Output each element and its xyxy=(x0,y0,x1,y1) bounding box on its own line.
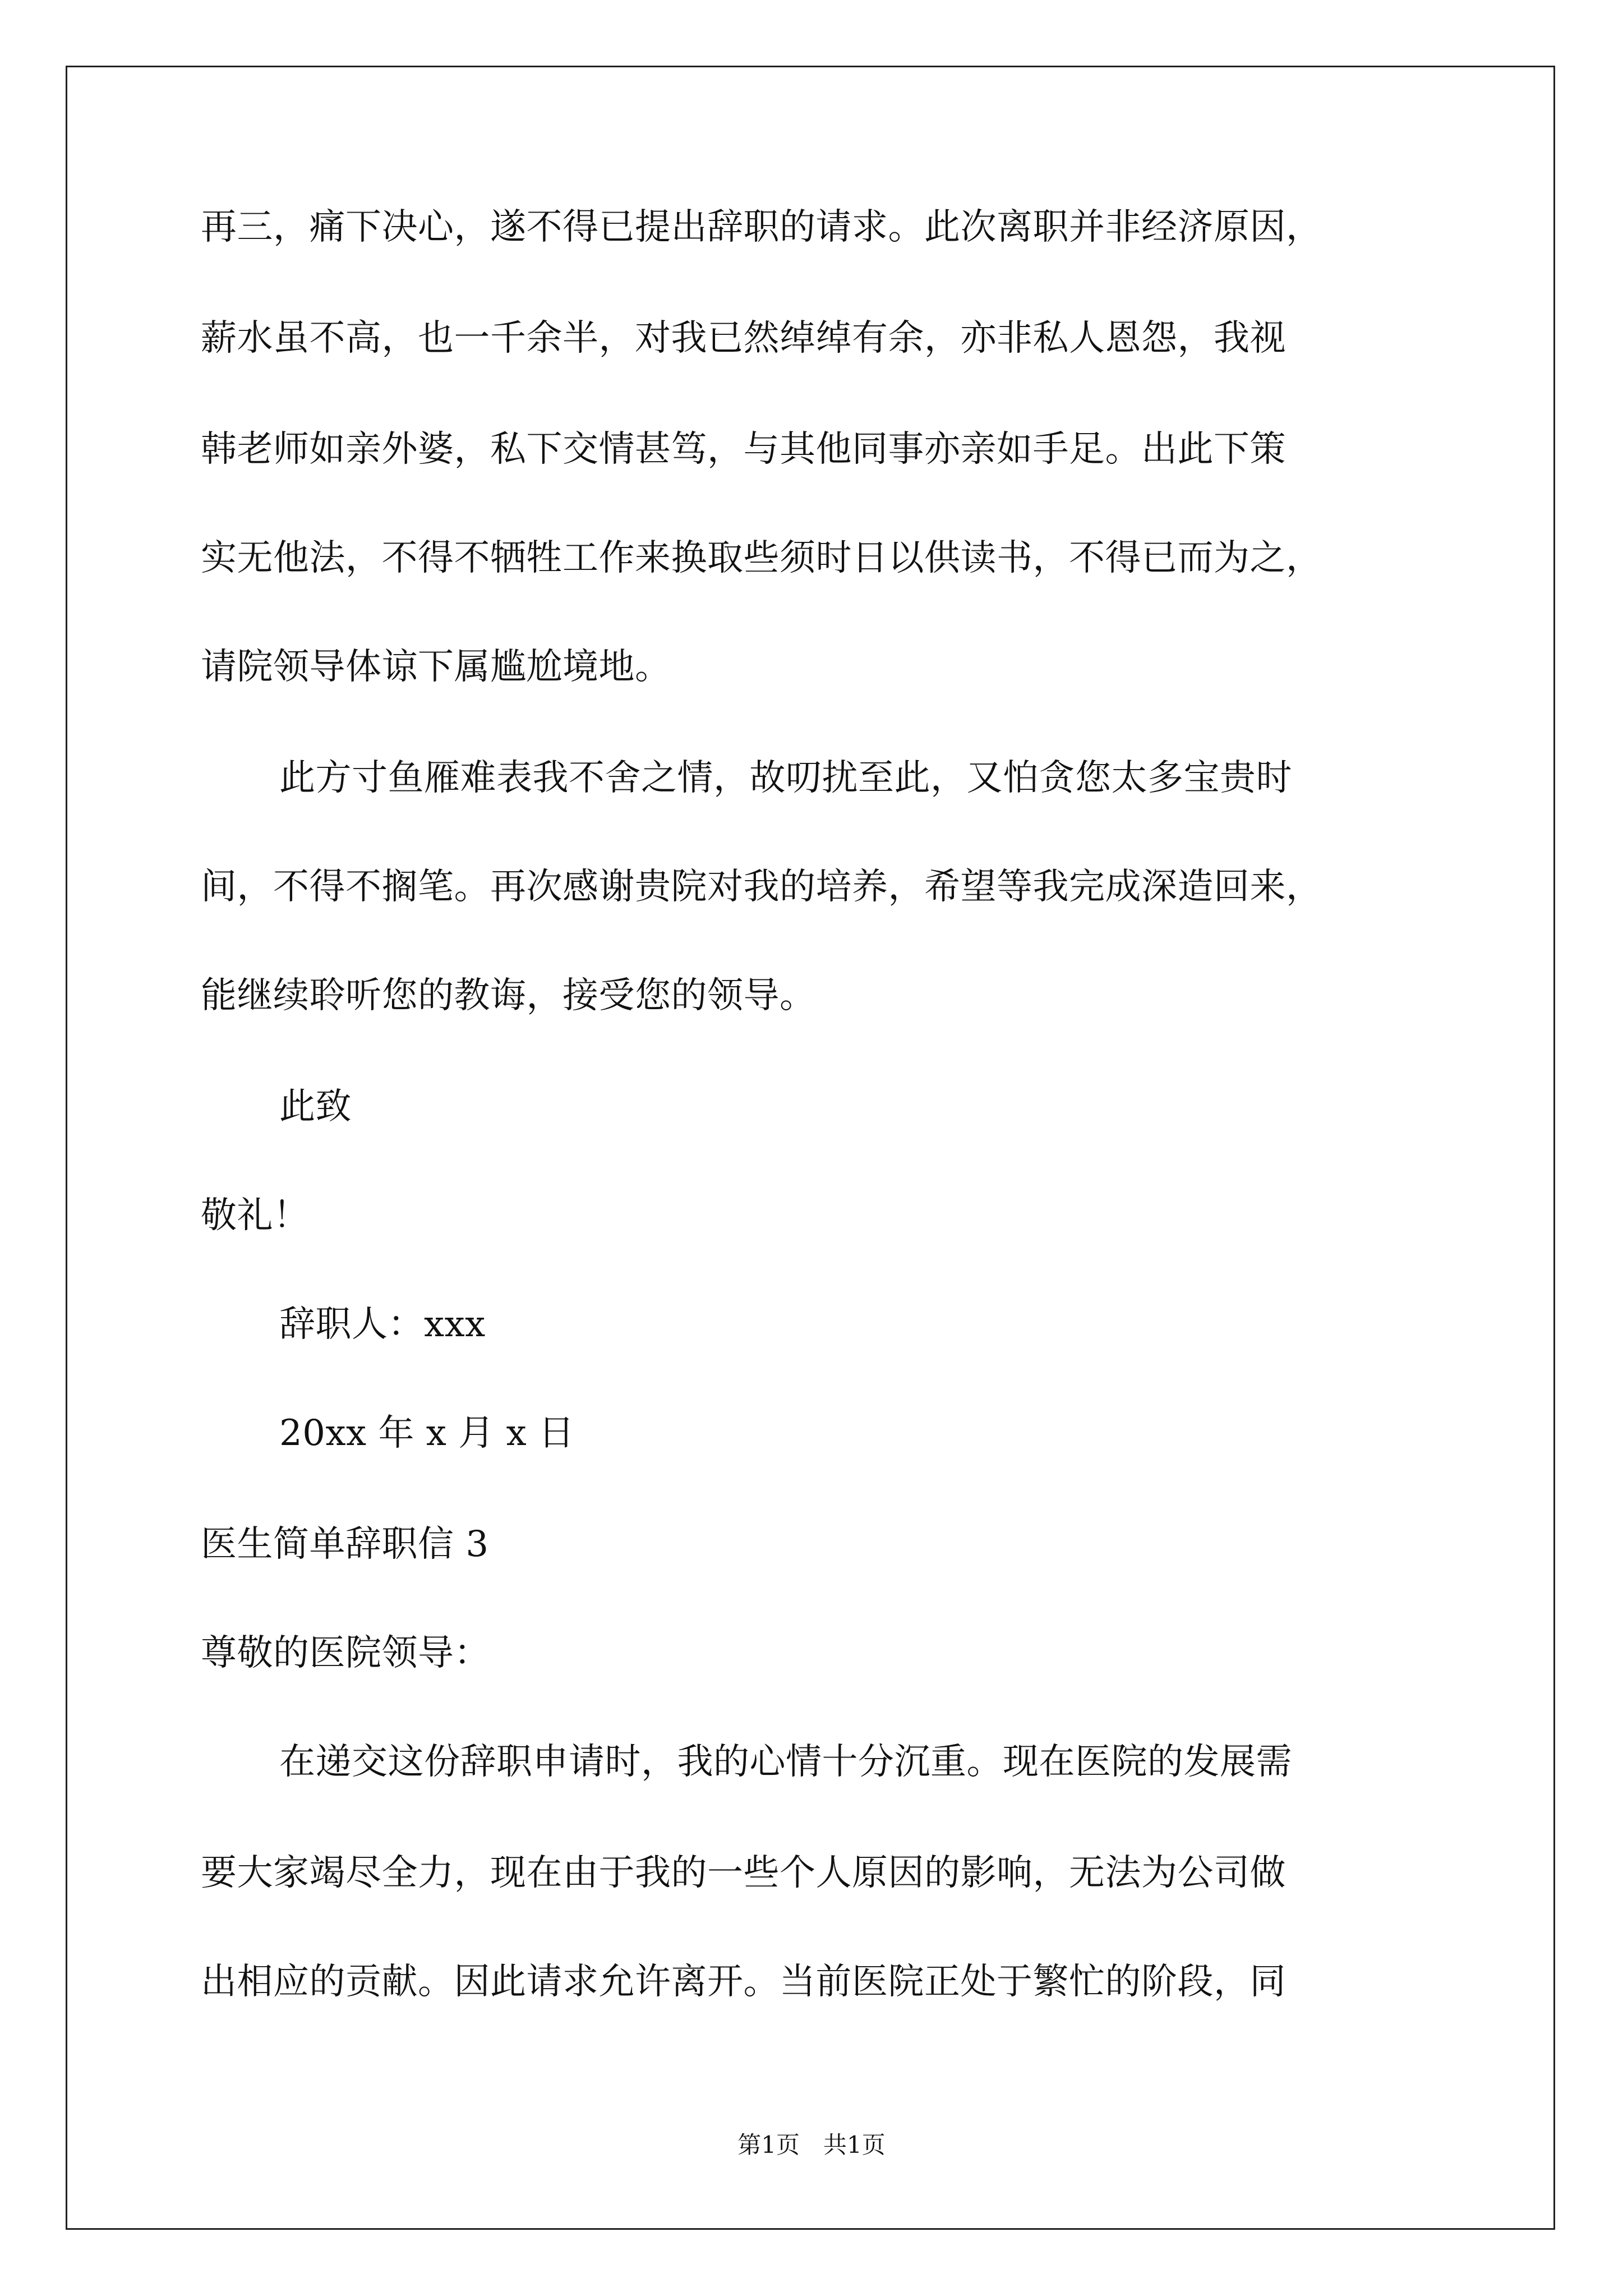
signature-line: 辞职人：xxx xyxy=(279,1304,486,1345)
page-footer: 第1页 共1页 xyxy=(737,2131,886,2159)
body-line: 要大家竭尽全力，现在由于我的一些个人原因的影响，无法为公司做 xyxy=(201,1852,1286,1894)
body-line: 薪水虽不高，也一千余半，对我已然绰绰有余，亦非私人恩怨，我视 xyxy=(201,318,1286,359)
paragraph-start-line: 在递交这份辞职申请时，我的心情十分沉重。现在医院的发展需 xyxy=(279,1741,1292,1783)
closing-regards: 敬礼！ xyxy=(201,1195,310,1236)
section-title: 医生简单辞职信 3 xyxy=(201,1524,489,1565)
body-line: 请院领导体谅下属尴尬境地。 xyxy=(201,646,671,688)
greeting-line: 尊敬的医院领导： xyxy=(201,1632,490,1674)
body-line: 间，不得不搁笔。再次感谢贵院对我的培养，希望等我完成深造回来， xyxy=(201,866,1322,908)
body-line: 再三，痛下决心，遂不得已提出辞职的请求。此次离职并非经济原因， xyxy=(201,206,1322,248)
body-line: 出相应的贡献。因此请求允许离开。当前医院正处于繁忙的阶段，同 xyxy=(201,1961,1286,2003)
closing-salutation: 此致 xyxy=(279,1086,352,1128)
body-line: 韩老师如亲外婆，私下交情甚笃，与其他同事亦亲如手足。出此下策 xyxy=(201,429,1286,470)
body-line: 实无他法，不得不牺牲工作来换取些须时日以供读书，不得已而为之， xyxy=(201,537,1322,579)
body-line: 能继续聆听您的教诲，接受您的领导。 xyxy=(201,975,816,1016)
paragraph-start-line: 此方寸鱼雁难表我不舍之情，故叨扰至此，又怕贪您太多宝贵时 xyxy=(279,757,1292,799)
page-border xyxy=(66,66,1555,2230)
date-line: 20xx 年 x 月 x 日 xyxy=(279,1412,575,1454)
